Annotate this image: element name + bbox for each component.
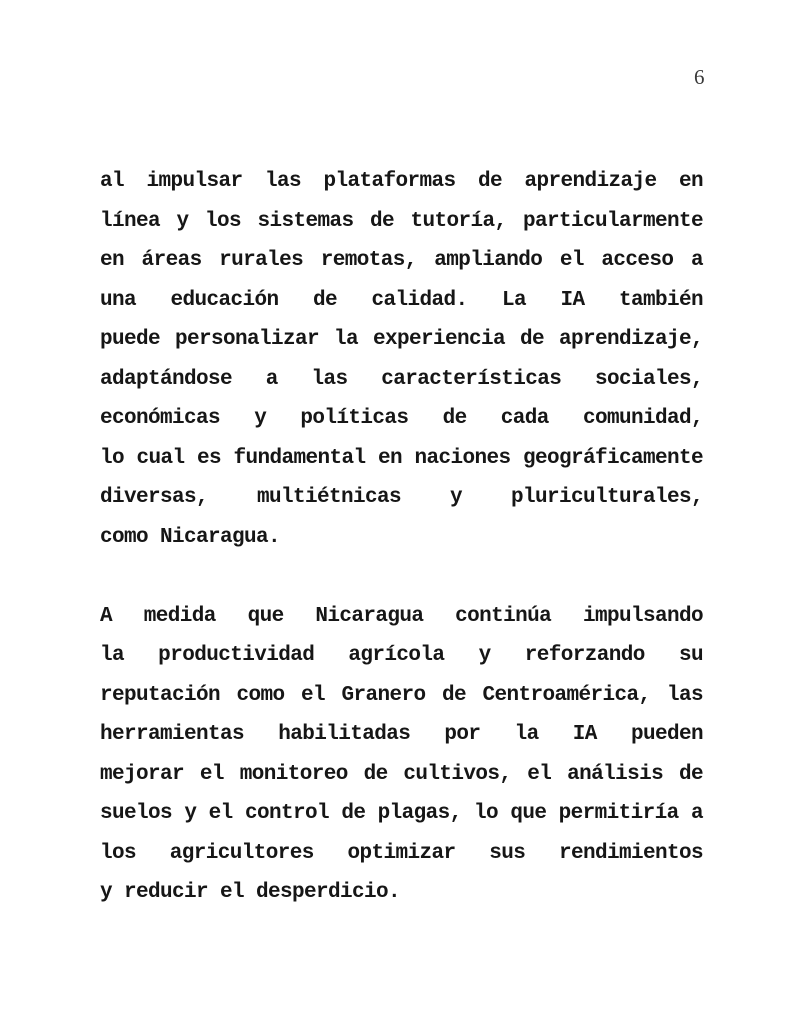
text-line: adaptándose a las características sociales, [100, 367, 703, 391]
page-number: 6 [694, 65, 705, 89]
text-line: línea y los sistemas de tutoría, particularmente [100, 209, 703, 233]
paragraph-1 [100, 162, 703, 557]
text-line: los agricultores optimizar sus rendimientos [100, 841, 703, 865]
text-line: A medida que Nicaragua continúa impulsando [100, 604, 703, 628]
text-line: herramientas habilitadas por la IA pueden [100, 723, 703, 746]
text-line: diversas, multiétnicas y pluriculturales, [100, 486, 703, 509]
text-line: al impulsar las plataformas de aprendizaje en [100, 170, 703, 193]
text-line: puede personalizar la experiencia de aprendizaje, [100, 328, 703, 351]
paragraph-gap [100, 557, 703, 597]
text-line: reputación como el Granero de Centroamérica, las [100, 683, 703, 707]
document-body [100, 162, 703, 913]
text-line: en áreas rurales remotas, ampliando el acceso a [100, 249, 703, 272]
paragraph-2 [100, 597, 703, 913]
text-line: la productividad agrícola y reforzando su [100, 644, 703, 667]
text-line: como Nicaragua. [100, 525, 281, 549]
text-line: lo cual es fundamental en naciones geográficamente [100, 446, 703, 470]
text-line: económicas y políticas de cada comunidad, [100, 407, 703, 430]
text-line: y reducir el desperdicio. [100, 881, 401, 904]
text-line: suelos y el control de plagas, lo que permitiría a [100, 802, 703, 825]
text-line: una educación de calidad. La IA también [100, 288, 703, 312]
text-line: mejorar el monitoreo de cultivos, el análisis de [100, 762, 703, 786]
